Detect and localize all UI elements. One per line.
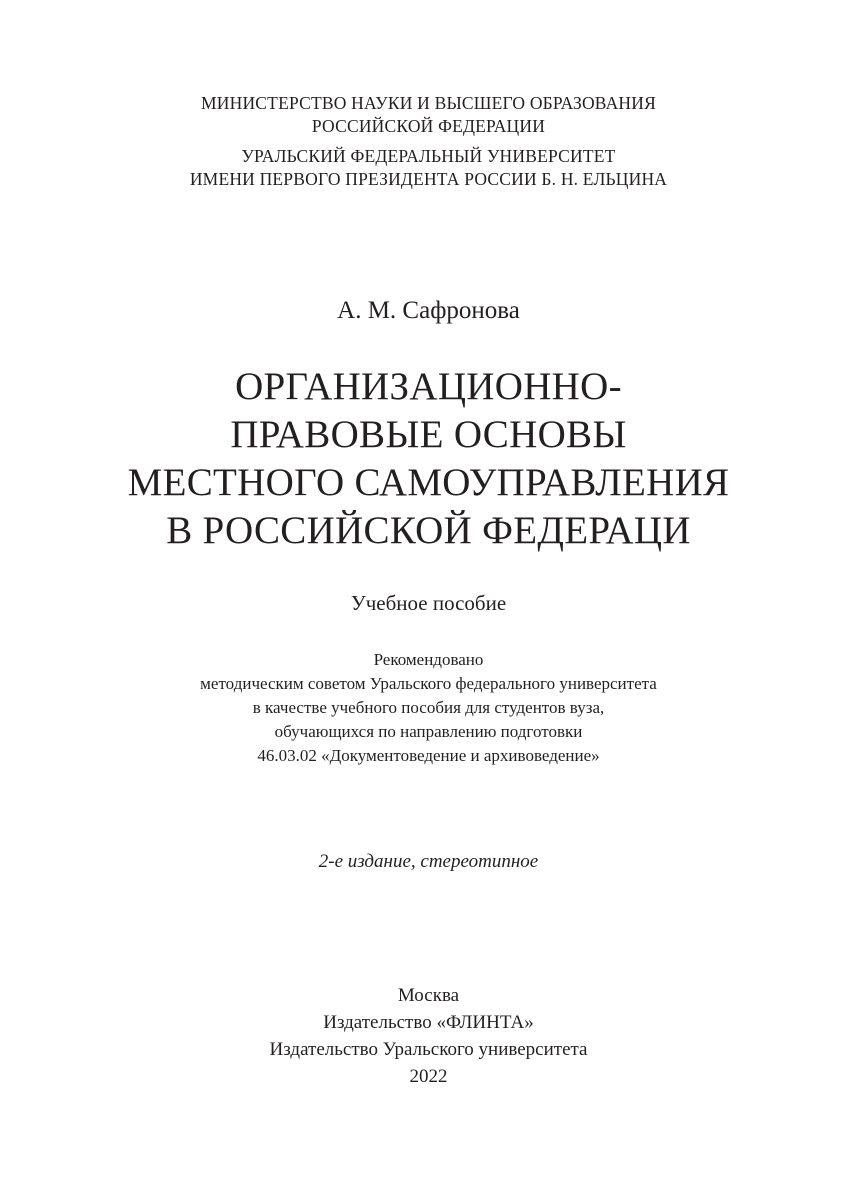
title-line-3: МЕСТНОГО САМОУПРАВЛЕНИЯ bbox=[127, 461, 730, 504]
ministry-header bbox=[0, 92, 857, 138]
university-header bbox=[0, 145, 857, 191]
book-title bbox=[0, 363, 857, 555]
ministry-line-1: МИНИСТЕРСТВО НАУКИ И ВЫСШЕГО ОБРАЗОВАНИЯ bbox=[201, 93, 656, 113]
university-line-1: УРАЛЬСКИЙ ФЕДЕРАЛЬНЫЙ УНИВЕРСИТЕТ bbox=[241, 146, 616, 166]
ministry-line-2: РОССИЙСКОЙ ФЕДЕРАЦИИ bbox=[311, 116, 546, 136]
recommendation-line-2: методическим советом Уральского федерального университета bbox=[200, 674, 657, 693]
recommendation-line-5: 46.03.02 «Документоведение и архивоведение» bbox=[257, 746, 600, 765]
imprint-publisher-2: Издательство Уральского университета bbox=[269, 1039, 588, 1060]
edition-note: 2-е издание, стереотипное bbox=[318, 851, 539, 872]
title-line-4: В РОССИЙСКОЙ ФЕДЕРАЦИ bbox=[166, 509, 691, 552]
title-line-1: ОРГАНИЗАЦИОННО- bbox=[235, 365, 622, 408]
imprint bbox=[0, 982, 857, 1090]
recommendation-line-1: Рекомендовано bbox=[373, 650, 484, 669]
recommendation-line-3: в качестве учебного пособия для студентов вуза, bbox=[252, 698, 605, 717]
book-subtitle: Учебное пособие bbox=[350, 591, 507, 615]
imprint-year: 2022 bbox=[409, 1066, 448, 1087]
imprint-publisher-1: Издательство «ФЛИНТА» bbox=[323, 1012, 534, 1033]
recommendation-line-4: обучающихся по направлению подготовки bbox=[274, 722, 583, 741]
recommendation-note bbox=[0, 648, 857, 768]
imprint-city: Москва bbox=[397, 985, 460, 1006]
author-name: А. М. Сафронова bbox=[337, 297, 520, 324]
university-line-2: ИМЕНИ ПЕРВОГО ПРЕЗИДЕНТА РОССИИ Б. Н. ЕЛЬЦИНА bbox=[189, 169, 668, 189]
title-line-2: ПРАВОВЫЕ ОСНОВЫ bbox=[230, 413, 627, 456]
